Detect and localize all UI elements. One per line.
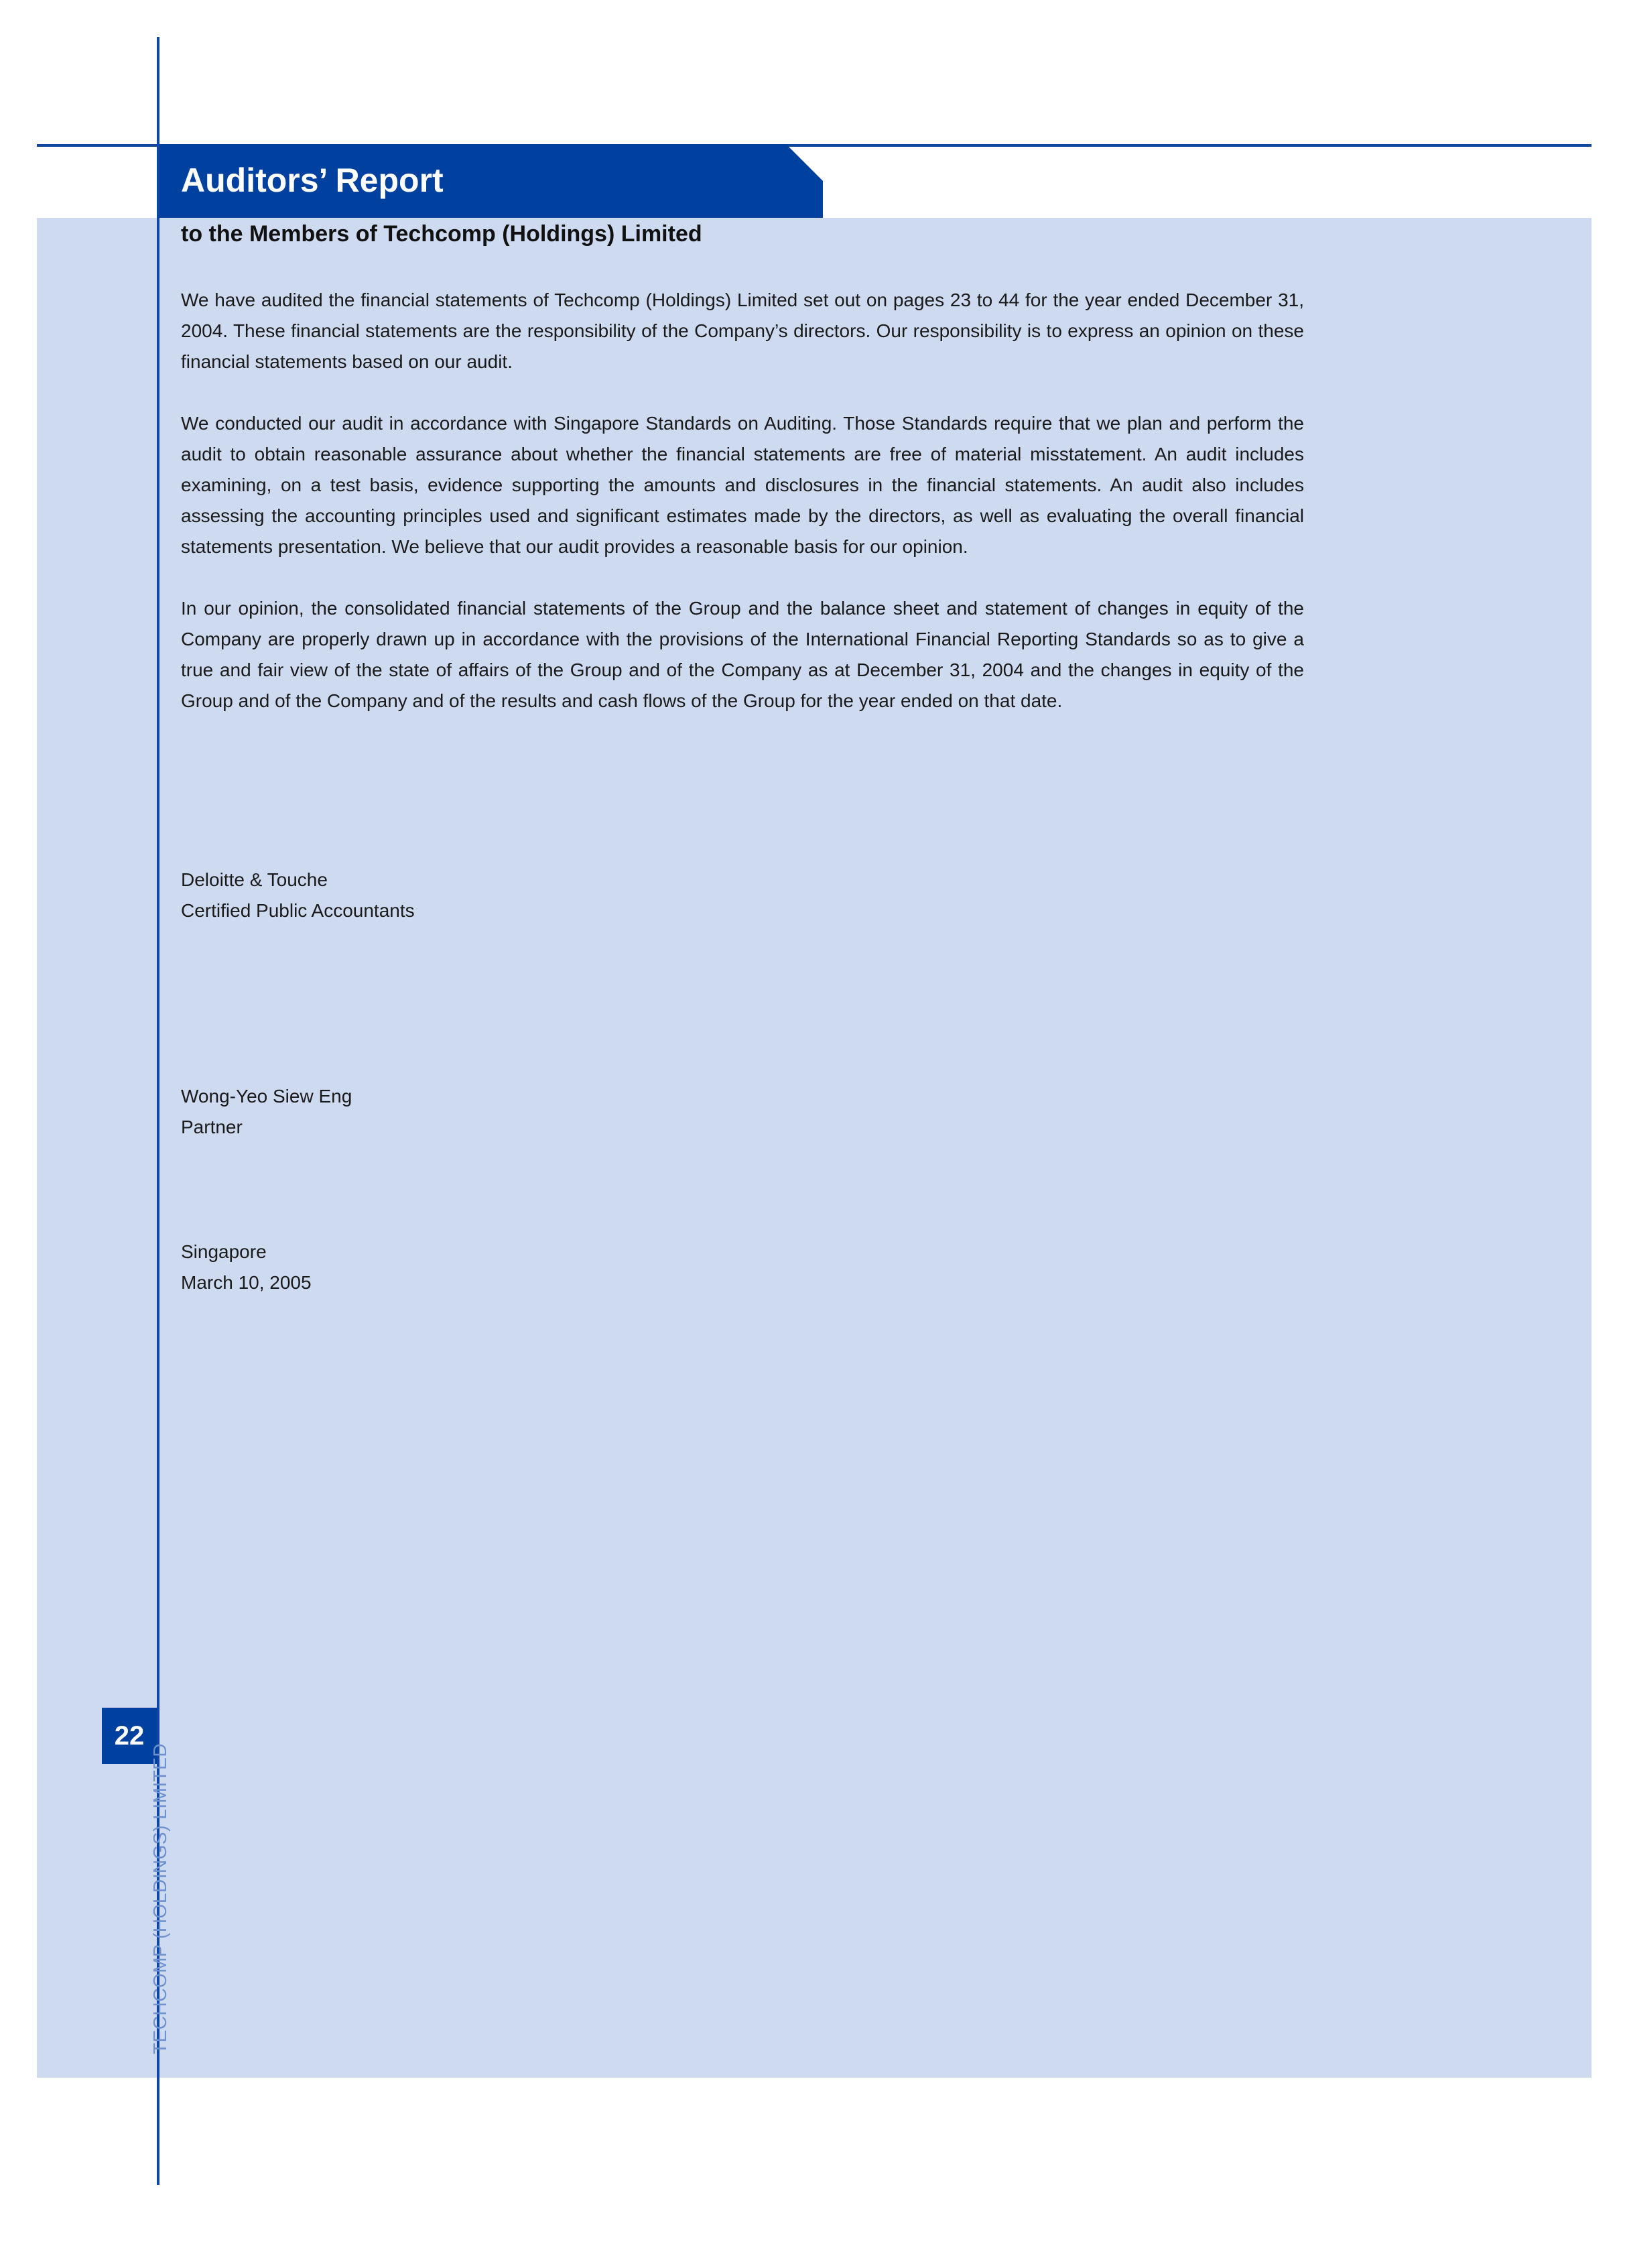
partner-block	[181, 1081, 352, 1143]
paragraph-basis: We conducted our audit in accordance with Singapore Standards on Auditing. Those Standards require that we plan and perform the audit to obtain reasonable assurance about whether the financial statements are free of material misstatement. An audit includes examining, on a test basis, evidence supporting the amounts and disclosures in the financial statements. An audit also includes assessing the accounting principles used and significant estimates made by the directors, as well as evaluating the overall financial statements presentation. We believe that our audit provides a reasonable basis for our opinion.	[181, 413, 1304, 557]
page-title: Auditors’ Report	[181, 162, 444, 199]
partner-name: Wong-Yeo Siew Eng	[181, 1086, 352, 1107]
page-subtitle: to the Members of Techcomp (Holdings) Limited	[181, 221, 702, 247]
company-name-vertical: TECHCOMP (HOLDINGS) LIMITED	[149, 1743, 170, 2054]
report-date: March 10, 2005	[181, 1272, 312, 1293]
paragraph-scope: We have audited the financial statements of Techcomp (Holdings) Limited set out on pages 23 to 44 for the year ended December 31, 2004. These financial statements are the responsibility of the Company’s directors. Our responsibility is to express an opinion on these financial statements based on our audit.	[181, 290, 1304, 372]
auditor-firm-block	[181, 865, 415, 926]
report-body	[181, 285, 1304, 747]
firm-title: Certified Public Accountants	[181, 900, 415, 921]
partner-role: Partner	[181, 1117, 243, 1137]
page-number: 22	[102, 1708, 157, 1764]
report-place: Singapore	[181, 1241, 267, 1262]
place-date-block	[181, 1237, 312, 1298]
paragraph-opinion: In our opinion, the consolidated financial statements of the Group and the balance sheet and statement of changes in equity of the Company are properly drawn up in accordance with the provisions of the International Financial Reporting Standards so as to give a true and fair view of the state of affairs of the Group and of the Company as at December 31, 2004 and the changes in equity of the Group and of the Company and of the results and cash flows of the Group for the year ended on that date.	[181, 598, 1304, 711]
firm-name: Deloitte & Touche	[181, 869, 328, 890]
